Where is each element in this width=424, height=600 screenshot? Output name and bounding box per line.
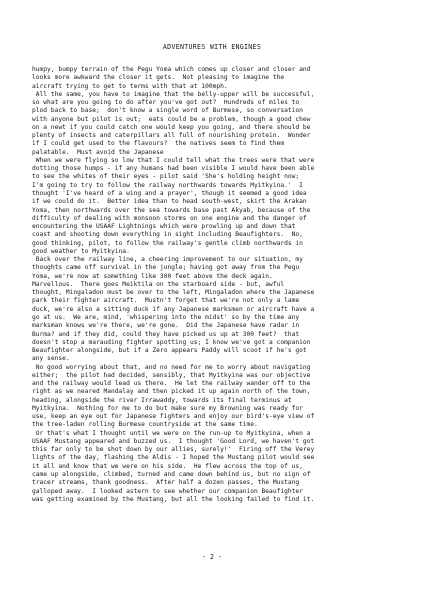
text-line: aircraft trying to get to terms with that at 100mph. [32,82,228,90]
text-line: thought 'I've heard of a wing and a prayer', though it seemed a good idea [32,189,307,197]
text-line: the tree-laden rolling Burmese countryside at the same time. [32,421,258,429]
text-line: use, keep an eye out for Japanese fighters and enjoy our bird's-eye view of [32,413,315,421]
text-line: Myitkyina. Nothing for me to do but make sure my Browning was ready for [32,404,303,412]
text-line: came up alongside, climbed, turned and came down behind us, but no sign of [32,471,311,479]
text-line: encountering the USAAF Lightnings which were prowling up and down that [32,223,296,231]
text-line: lights of the day, flashing the Aldis - I hoped the Mustang pilot would see [32,454,315,462]
text-line: thoughts came off survival in the jungle; having got away from the Pegu [32,264,300,272]
text-line: on a newt if you could catch one would keep you going, and there should be [32,123,311,131]
text-line: thought, Mingaladon must be over to the left, Mingaladon where the Japanese [32,289,315,297]
text-line: Yoma, then northwards over the sea towards base past Akyab, because of the [32,206,311,214]
text-line: if we could do it. Better idea than to head south-west, skirt the Arakan [32,198,307,206]
text-line: galloped away. I looked astern to see whether our companion Beaufighter [32,487,303,495]
text-line: All the same, you have to imagine that the belly-upper will be successful, [32,90,315,98]
text-line: I'm going to try to follow the railway northwards towards Myitkyina.' I [32,181,303,189]
text-line: humpy, bumpy terrain of the Pegu Yoma which comes up closer and closer and [32,66,311,73]
text-line: Burma? and if they did, could they have picked us up at 300 feet? that [32,330,300,338]
text-line: go at us. We are, mind, 'whispering into the midst' so by the time any [32,313,300,321]
text-line: tracer streams, thank goodness. After half a dozen passes, the Mustang [32,479,300,487]
text-line: and the railway would lead us there. He let the railway wander off to the [32,380,311,388]
text-line: right as we neared Mandalay and then picked it up again north of the town, [32,388,311,396]
text-line: Yoma, we're now at something like 300 feet above the deck again. [32,272,273,280]
body-text [32,66,404,504]
text-line: Back over the railway line, a cheering improvement to our situation, my [32,256,303,264]
text-line: No good worrying about that, and no need for me to worry about navigating [32,363,311,371]
text-line: good weather to Myitkyina. [32,247,130,255]
text-line: with anyone but pilot is out; eats could be a problem, though a good chew [32,115,311,123]
text-line: When we were flying so low that I could tell what the trees were that were [32,156,315,164]
text-line: looks more awkward the closer it gets. Not pleasing to imagine the [32,74,285,82]
text-line: to see the whites of their eyes - pilot said 'She's holding height now; [32,173,300,181]
text-line: difficulty of dealing with monsoon storms on one engine and the danger of [32,214,307,222]
text-line: marksman knows we're there, we're gone. Did the Japanese have radar in [32,322,300,330]
text-line: Beaufighter alongside, but if a Zero appears Paddy will scoot if he's got [32,347,307,355]
text-line: coast and shooting down everything in sight including Beaufighters. No, [32,231,303,239]
text-line: it all and know that we were on his side. He flew across the top of us, [32,462,303,470]
text-line: palatable. Must avoid the Japanese [32,148,164,156]
text-line: was getting examined by the Mustang, but all the looking failed to find it. [32,495,315,503]
text-line: doesn't stop a marauding fighter spotting us; I know we've got a companion [32,338,311,346]
text-line: either; the pilot had decided, sensibly, that Myitkyina was our objective [32,371,311,379]
text-line: any sense. [32,355,70,363]
text-line: good thinking, pilot, to follow the railway's gentle climb northwards in [32,239,303,247]
text-line: if I could get used to the flavours? the natives seem to find them [32,140,285,148]
text-line: heading, alongside the river Irrawaddy, towards its final terminus at [32,396,292,404]
text-line: this far only to be shot down by our allies, surely!' Firing off the Verey [32,446,315,454]
text-line: park their fighter aircraft. Mustn't forget that we're not only a lame [32,297,300,305]
text-line: Or that's what I thought until we were on the run-up to Myitkyina, when a [32,429,311,437]
page-number: - 2 - [202,553,222,561]
text-line: so what are you going to do after you've got out? Hundreds of miles to [32,99,300,107]
running-header: ADVENTURES WITH ENGINES [162,43,262,51]
text-line: plod back to base; don't know a single word of Burmese, so conversation [32,107,303,115]
text-line: plenty of insects and caterpillars all full of nourishing protein. Wonder [32,132,311,140]
text-line: Marvellous. There goes Meiktila on the starboard side - but, awful [32,280,285,288]
text-line: dotting those humps - if any humans had been visible I would have been able [32,165,315,173]
text-line: duck, we're also a sitting duck if any Japanese marksmen or aircraft have a [32,305,315,313]
text-line: USAAF Mustang appeared and buzzed us. I thought 'Good Lord, we haven't got [32,437,315,445]
